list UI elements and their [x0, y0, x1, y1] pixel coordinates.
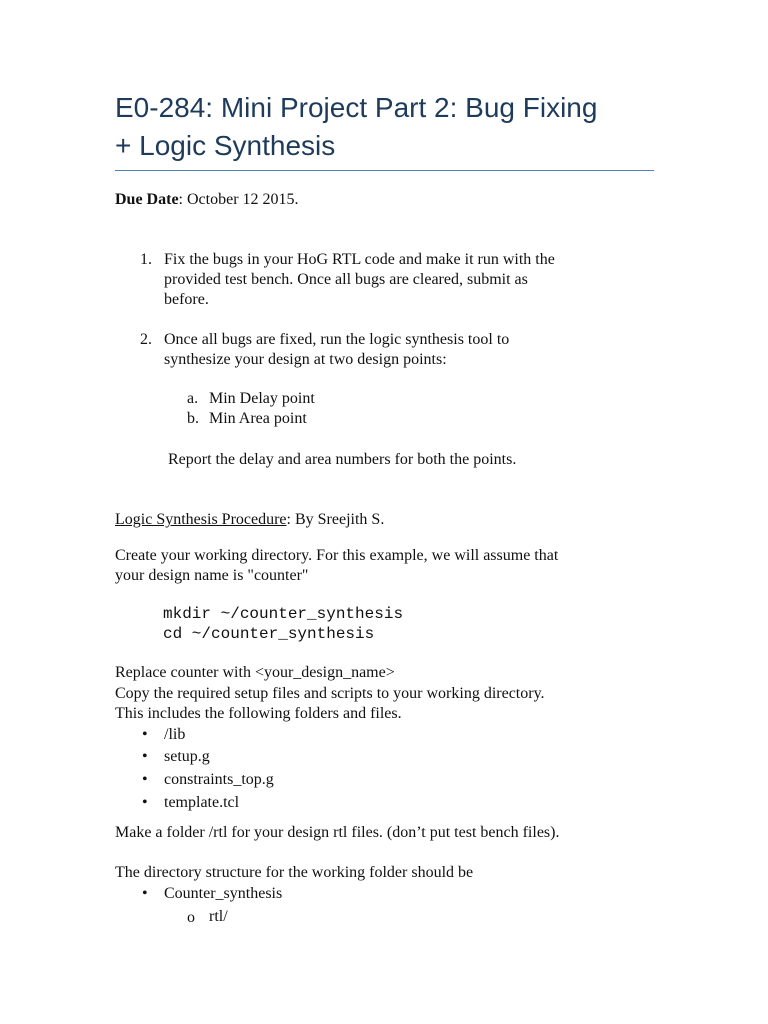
sub-item-b-label: b. [187, 410, 199, 427]
procedure-line [115, 510, 384, 530]
bullet-icon: • [142, 726, 148, 743]
hollow-bullet-icon: o [187, 909, 195, 926]
document-title-line-1: E0-284: Mini Project Part 2: Bug Fixing [115, 92, 598, 123]
step-1-number: 1. [140, 251, 152, 268]
bullet-icon: • [142, 794, 148, 811]
due-date-line [115, 190, 299, 210]
file-item-constraints: constraints_top.g [164, 771, 274, 788]
step-1-line-2: provided test bench. Once all bugs are cleared, submit as [164, 271, 528, 288]
command-cd: cd ~/counter_synthesis [163, 625, 375, 643]
command-mkdir: mkdir ~/counter_synthesis [163, 605, 404, 623]
procedure-author: : By Sreejith S. [286, 511, 385, 528]
file-item-setup: setup.g [164, 748, 210, 765]
replace-line: Replace counter with <your_design_name> [115, 664, 395, 681]
create-dir-line-1: Create your working directory. For this example, we will assume that [115, 547, 559, 564]
rtl-folder-line: Make a folder /rtl for your design rtl files. (don’t put test bench files). [115, 824, 560, 841]
file-item-template: template.tcl [164, 794, 240, 811]
step-1-line-3: before. [164, 291, 209, 308]
sub-item-a-label: a. [187, 390, 199, 407]
sub-item-b-text: Min Area point [209, 410, 307, 427]
step-2-line-2: synthesize your design at two design points: [164, 351, 447, 368]
report-line: Report the delay and area numbers for both the points. [168, 451, 517, 468]
bullet-icon: • [142, 748, 148, 765]
tree-child-rtl: rtl/ [209, 908, 228, 925]
file-item-lib: /lib [164, 726, 186, 743]
due-date-value: : October 12 2015. [178, 191, 299, 208]
document-title-line-2: + Logic Synthesis [115, 130, 336, 161]
bullet-icon: • [142, 771, 148, 788]
step-2-line-1: Once all bugs are fixed, run the logic synthesis tool to [164, 331, 510, 348]
tree-root: Counter_synthesis [164, 885, 283, 902]
bullet-icon: • [142, 885, 148, 902]
due-date-label: Due Date [115, 191, 179, 208]
copy-line-2: This includes the following folders and files. [115, 705, 402, 722]
copy-line-1: Copy the required setup files and scripts to your working directory. [115, 685, 545, 702]
step-2-number: 2. [140, 331, 152, 348]
sub-item-a-text: Min Delay point [209, 390, 315, 407]
step-1-line-1: Fix the bugs in your HoG RTL code and make it run with the [164, 251, 555, 268]
title-underline [115, 170, 654, 171]
procedure-heading: Logic Synthesis Procedure [115, 511, 287, 528]
create-dir-line-2: your design name is "counter" [115, 567, 309, 584]
structure-line: The directory structure for the working folder should be [115, 864, 474, 881]
